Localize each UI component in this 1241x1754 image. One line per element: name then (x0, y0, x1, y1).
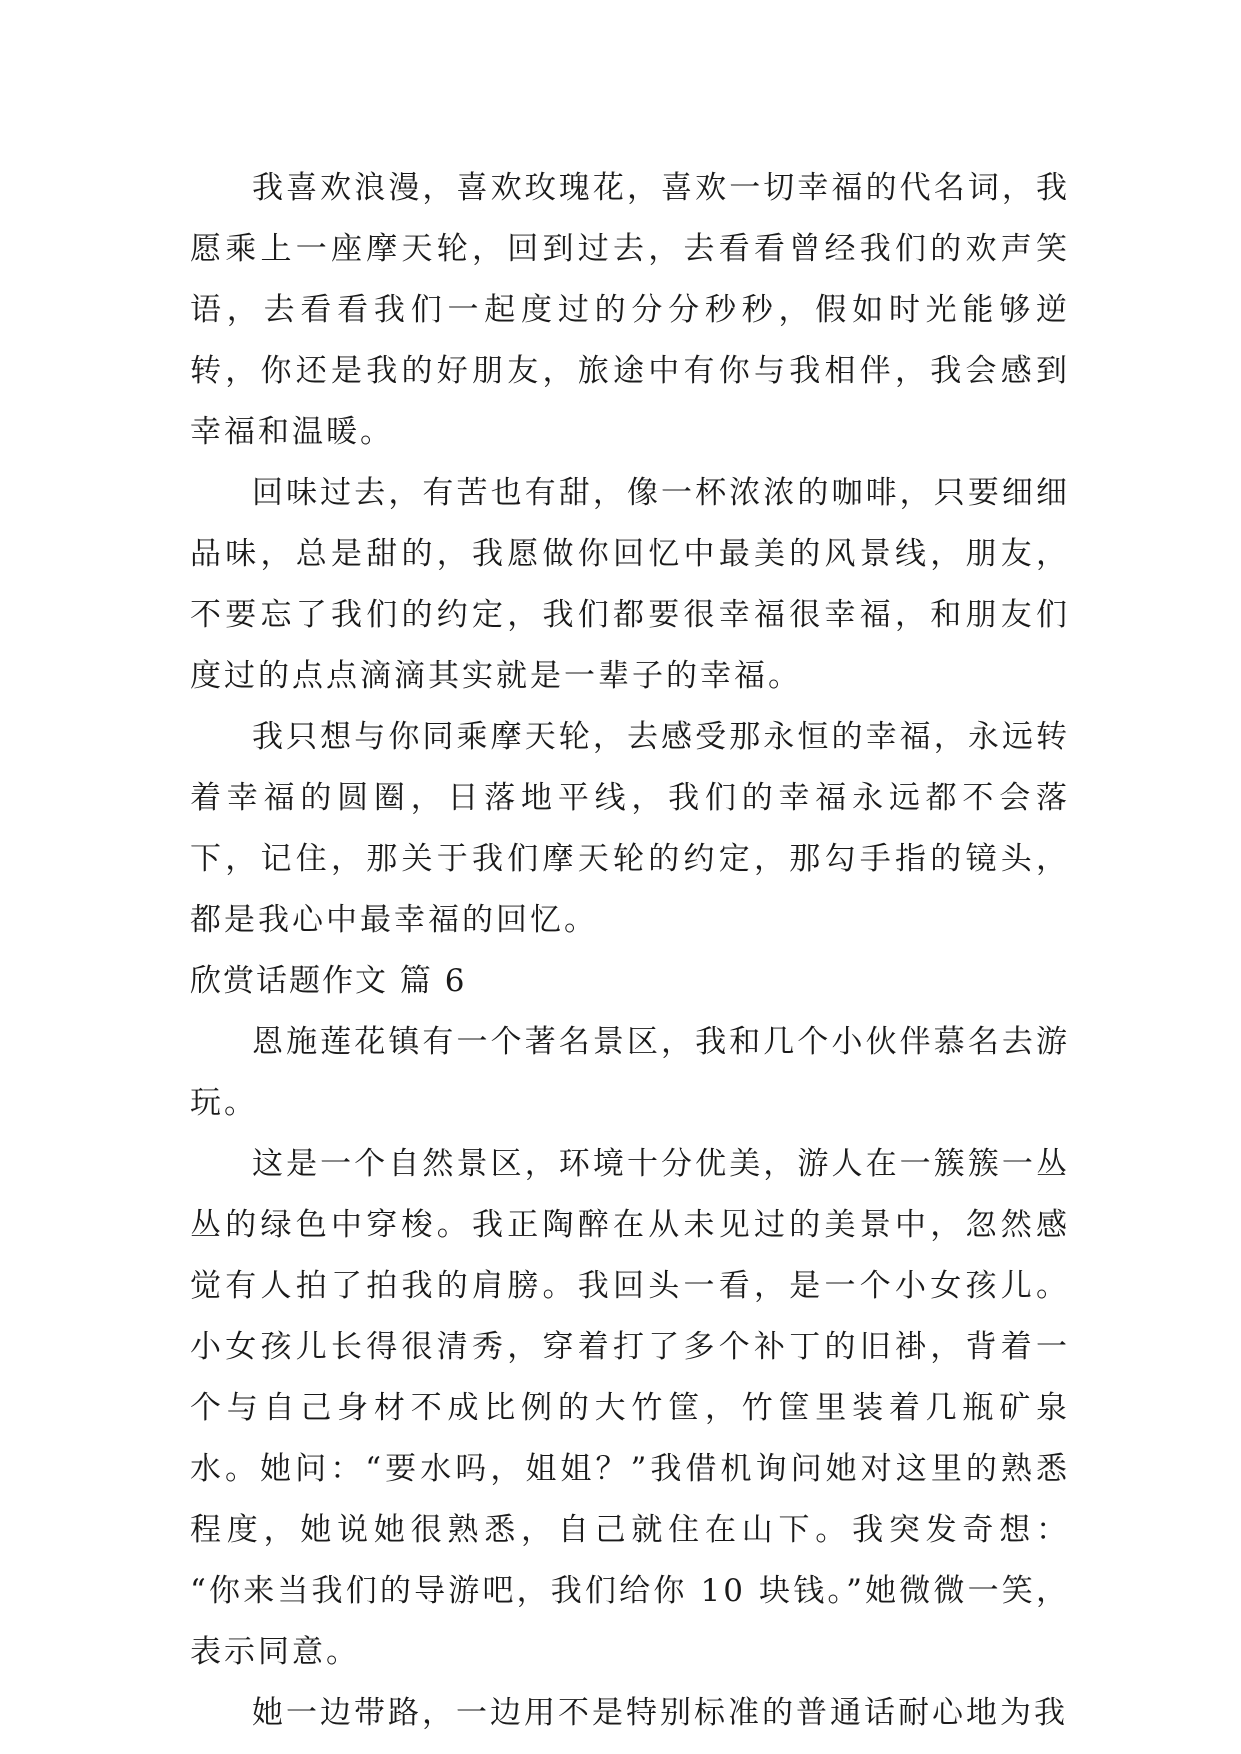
paragraph: 恩施莲花镇有一个著名景区，我和几个小伙伴慕名去游玩。 (190, 1024, 1070, 1121)
section-heading: 欣赏话题作文 篇 6 (190, 963, 467, 999)
paragraph: 我喜欢浪漫，喜欢玫瑰花，喜欢一切幸福的代名词，我愿乘上一座摩天轮，回到过去，去看看曾经我们的欢声笑语，去看看我们一起度过的分分秒秒，假如时光能够逆转，你还是我的好朋友，旅途中有你与我相伴，我会感到幸福和温暖。 (190, 170, 1070, 450)
document-body (190, 158, 1070, 1744)
paragraph: 我只想与你同乘摩天轮，去感受那永恒的幸福，永远转着幸福的圆圈，日落地平线，我们的幸福永远都不会落下，记住，那关于我们摩天轮的约定，那勾手指的镜头，都是我心中最幸福的回忆。 (190, 719, 1070, 938)
paragraph: 这是一个自然景区，环境十分优美，游人在一簇簇一丛丛的绿色中穿梭。我正陶醉在从未见过的美景中，忽然感觉有人拍了拍我的肩膀。我回头一看，是一个小女孩儿。小女孩儿长得很清秀，穿着打了多个补丁的旧褂，背着一个与自己身材不成比例的大竹筐，竹筐里装着几瓶矿泉水。她问：“要水吗，姐姐？”我借机询问她对这里的熟悉程度，她说她很熟悉，自己就住在山下。我突发奇想： “你来当我们的导游吧，我们给你 10 块钱。”她微微一笑，表示同意。 (190, 1146, 1070, 1670)
paragraph: 回味过去，有苦也有甜，像一杯浓浓的咖啡，只要细细品味，总是甜的，我愿做你回忆中最美的风景线，朋友，不要忘了我们的约定，我们都要很幸福很幸福，和朋友们度过的点点滴滴其实就是一辈子的幸福。 (190, 475, 1070, 694)
paragraph: 她一边带路，一边用不是特别标准的普通话耐心地为我 (252, 1695, 1068, 1731)
